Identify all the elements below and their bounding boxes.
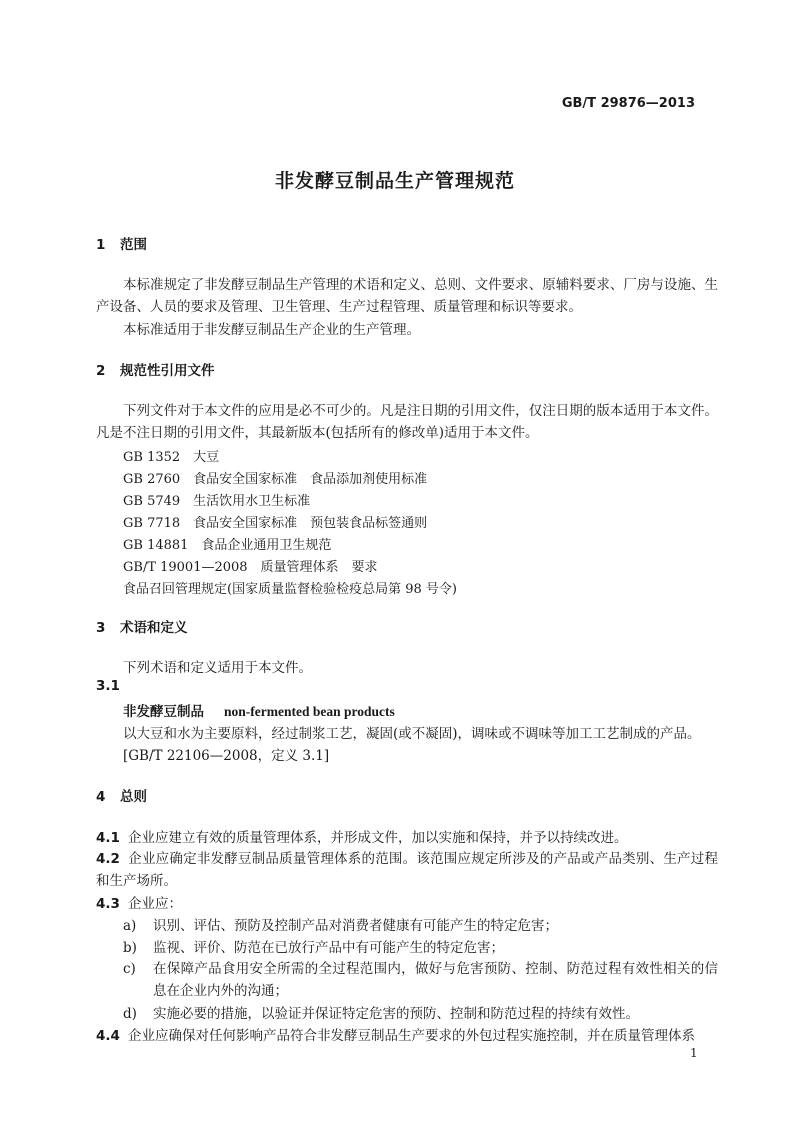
section-2-title: 规范性引用文件 <box>120 363 215 379</box>
list-text: 监视、评价、防范在已放行产品中有可能产生的特定危害； <box>153 940 504 956</box>
section-1-heading <box>96 233 147 253</box>
section-1-title: 范围 <box>120 237 147 253</box>
reference-item: GB 14881 食品企业通用卫生规范 <box>123 538 332 553</box>
list-text: 在保障产品食用安全所需的全过程范围内，做好与危害预防、控制、防范过程有效性相关的信息在企业内外的沟通； <box>153 961 718 999</box>
term-english: non-fermented bean products <box>224 704 395 719</box>
reference-item: GB 1352 大豆 <box>123 450 220 465</box>
reference-item: GB/T 19001—2008 质量管理体系 要求 <box>123 560 378 575</box>
clause-text: 企业应确定非发酵豆制品质量管理体系的范围。该范围应规定所涉及的产品或产品类别、生产过程和生产场所。 <box>96 851 718 889</box>
clause-4-1 <box>96 826 628 846</box>
clause-4-2 <box>96 848 718 892</box>
clause-number: 4.2 <box>96 851 120 867</box>
clause-4-3 <box>96 892 182 912</box>
section-2-number: 2 <box>96 363 106 379</box>
clause-text: 企业应确保对任何影响产品符合非发酵豆制品生产要求的外包过程实施控制，并在质量管理体系 <box>128 1028 695 1044</box>
reference-item: GB 5749 生活饮用水卫生标准 <box>123 494 311 509</box>
list-item <box>123 1002 639 1022</box>
list-item <box>123 936 504 956</box>
clause-number: 4.4 <box>96 1028 120 1044</box>
list-item <box>123 958 718 1002</box>
section-1-paragraph-1: 本标准规定了非发酵豆制品生产管理的术语和定义、总则、文件要求、原辅料要求、厂房与设施、生产设备、人员的要求及管理、卫生管理、生产过程管理、质量管理和标识等要求。 <box>96 277 718 315</box>
section-4-heading <box>96 785 147 805</box>
page-title: 非发酵豆制品生产管理规范 <box>274 170 515 192</box>
section-3-number: 3 <box>96 620 106 636</box>
list-marker: d) <box>123 1006 137 1022</box>
term-definition: 以大豆和水为主要原料，经过制浆工艺，凝固(或不凝固)，调味或不调味等加工工艺制成的产品。 <box>123 726 701 742</box>
section-4-number: 4 <box>96 789 106 805</box>
clause-4-4 <box>96 1024 695 1044</box>
clause-number: 4.3 <box>96 896 120 912</box>
reference-item: 食品召回管理规定(国家质量监督检验检疫总局第 98 号令) <box>123 582 457 597</box>
clause-text: 企业应建立有效的质量管理体系，并形成文件，加以实施和保持，并予以持续改进。 <box>128 830 628 846</box>
section-3-intro: 下列术语和定义适用于本文件。 <box>123 660 312 676</box>
section-4-title: 总则 <box>120 789 147 805</box>
term-source: [GB/T 22106—2008，定义 3.1] <box>123 748 330 764</box>
list-text: 识别、评估、预防及控制产品对消费者健康有可能产生的特定危害； <box>153 918 558 934</box>
page-number: 1 <box>690 1046 698 1060</box>
term-entry <box>123 700 395 720</box>
term-chinese: 非发酵豆制品 <box>123 704 204 720</box>
list-marker: b) <box>123 940 137 956</box>
list-item <box>123 914 558 934</box>
section-3-heading <box>96 616 188 636</box>
reference-item: GB 7718 食品安全国家标准 预包装食品标签通则 <box>123 516 428 531</box>
clause-number: 4.1 <box>96 830 120 846</box>
section-3-title: 术语和定义 <box>120 620 188 636</box>
list-marker: c) <box>123 961 136 977</box>
section-2-intro: 下列文件对于本文件的应用是必不可少的。凡是注日期的引用文件，仅注日期的版本适用于本文件。凡是不注日期的引用文件，其最新版本(包括所有的修改单)适用于本文件。 <box>96 403 718 441</box>
term-number: 3.1 <box>96 678 120 694</box>
section-1-number: 1 <box>96 237 106 253</box>
clause-text: 企业应： <box>128 896 182 912</box>
reference-item: GB 2760 食品安全国家标准 食品添加剂使用标准 <box>123 472 428 487</box>
list-marker: a) <box>123 918 137 934</box>
section-2-heading <box>96 359 215 379</box>
standard-code: GB/T 29876—2013 <box>561 96 695 111</box>
section-1-paragraph-2: 本标准适用于非发酵豆制品生产企业的生产管理。 <box>123 322 420 338</box>
list-text: 实施必要的措施，以验证并保证特定危害的预防、控制和防范过程的持续有效性。 <box>153 1006 639 1022</box>
